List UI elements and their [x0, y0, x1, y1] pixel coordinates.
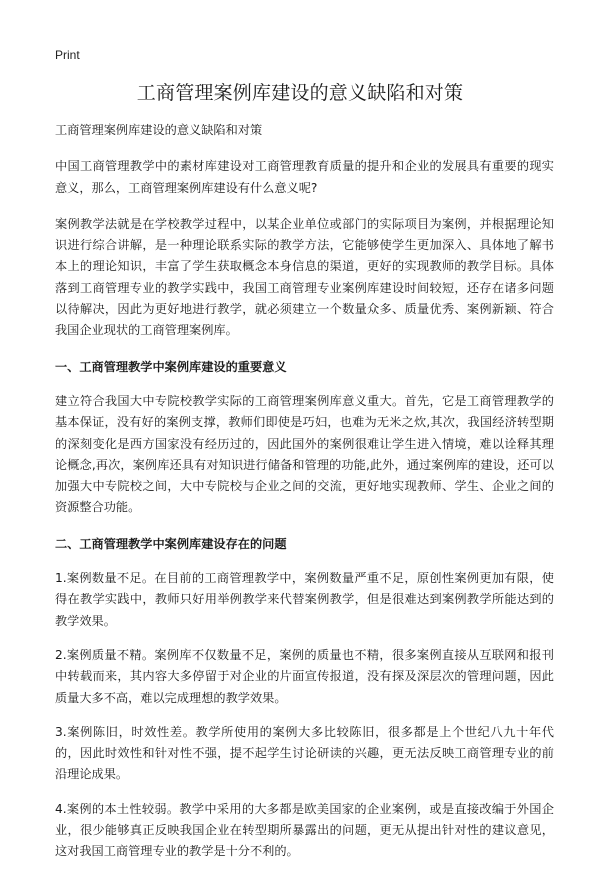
print-link[interactable]: Print — [55, 48, 80, 62]
article-subtitle: 工商管理案例库建设的意义缺陷和对策 — [55, 123, 263, 137]
problem-item-4: 4.案例的本土性较弱。教学中采用的大多都是欧美国家的企业案例，或是直接改编于外国企业，很少能够真正反映我国企业在转型期所暴露出的问题，更无从提出针对性的建议意见，这对我国工商管理专业的教学是十分不利的。 — [55, 801, 554, 859]
section-1-heading: 一、工商管理教学中案例库建设的重要意义 — [55, 359, 287, 374]
page-title: 工商管理案例库建设的意义缺陷和对策 — [136, 82, 464, 104]
problem-item-1: 1.案例数量不足。在目前的工商管理教学中，案例数量严重不足，原创性案例更加有限，使得在教学实践中，教师只好用举例教学来代替案例教学，但是很难达到案例教学所能达到的教学效果。 — [55, 571, 554, 628]
article-body — [55, 120, 554, 876]
overview-paragraph: 案例教学法就是在学校教学过程中，以某企业单位或部门的实际项目为案例，并根据理论知识进行综合讲解，是一种理论联系实际的教学方法，它能够使学生更加深入、具体地了解书本上的理论知识，丰富了学生获取概念本身信息的渠道，更好的实现教师的教学目标。具体落到工商管理专业的教学实践中，我国工商管理专业案例库建设时间较短，还存在诸多问题以待解决，因此为更好地进行教学，就必须建立一个数量众多、质量优秀、案例新颖、符合我国企业现状的工商管理案例库。 — [55, 216, 554, 338]
problem-item-2: 2.案例质量不精。案例库不仅数量不足，案例的质量也不精，很多案例直接从互联网和报刊中转载而来，其内容大多停留于对企业的片面宣传报道，没有探及深层次的管理问题，因此质量大多不高，难以完成理想的教学效果。 — [55, 647, 554, 705]
section-1-paragraph: 建立符合我国大中专院校教学实际的工商管理案例库意义重大。首先，它是工商管理教学的基本保证，没有好的案例支撑，教师们即使是巧妇，也难为无米之炊,其次，我国经济转型期的深刻变化是西方国家没有经历过的，因此国外的案例很难让学生进入情境，难以诠释其理论概念,再次，案例库还具有对知识进行储备和管理的功能,此外，通过案例库的建设，还可以加强大中专院校之间，大中专院校与企业之间的交流，更好地实现教师、学生、企业之间的资源整合功能。 — [55, 393, 554, 515]
problem-item-3: 3.案例陈旧，时效性差。教学所使用的案例大多比较陈旧，很多都是上个世纪八九十年代的，因此时效性和针对性不强，提不起学生讨论研读的兴趣，更无法反映工商管理专业的前沿理论成果。 — [55, 724, 554, 782]
intro-paragraph: 中国工商管理教学中的素材库建设对工商管理教育质量的提升和企业的发展具有重要的现实意义，那么，工商管理案例库建设有什么意义呢? — [55, 159, 554, 195]
section-2-heading: 二、工商管理教学中案例库建设存在的问题 — [55, 536, 287, 551]
